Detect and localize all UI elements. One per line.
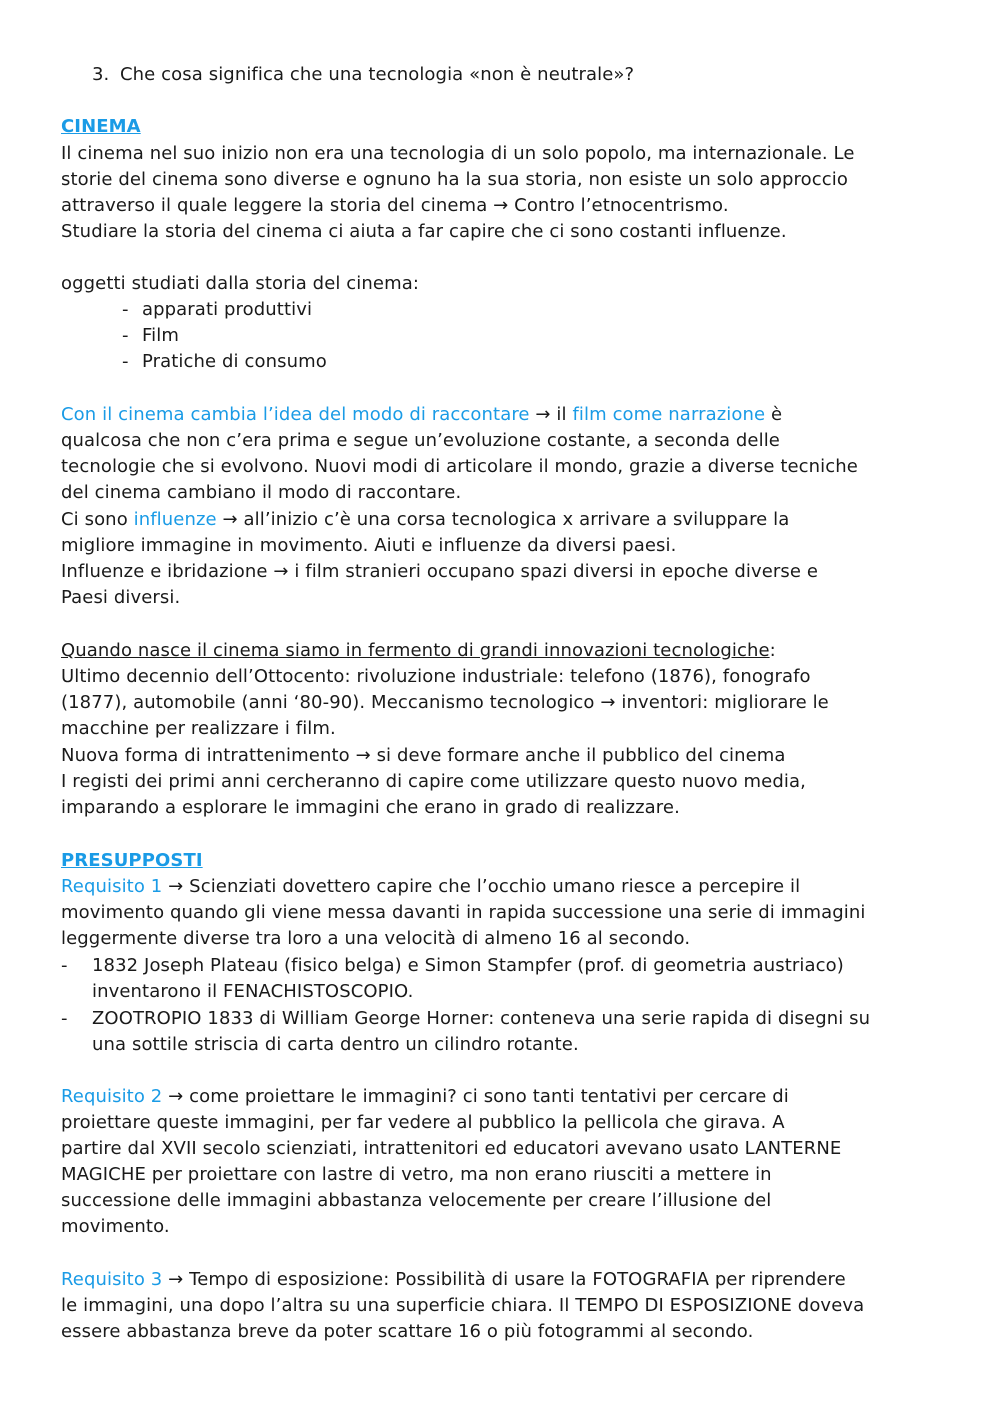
paragraph-line: macchine per realizzare i film.	[61, 718, 336, 739]
paragraph-line: MAGICHE per proiettare con lastre di vetro, ma non erano riusciti a mettere in	[61, 1164, 772, 1185]
paragraph-line: Nuova forma di intrattenimento → si deve formare anche il pubblico del cinema	[61, 745, 786, 766]
requisito-label: Requisito 2	[61, 1086, 163, 1107]
paragraph-line: I registi dei primi anni cercheranno di capire come utilizzare questo nuovo media,	[61, 771, 806, 792]
highlight-text: influenze	[133, 509, 217, 530]
paragraph-line: (1877), automobile (anni ‘80-90). Meccanismo tecnologico → inventori: migliorare le	[61, 692, 829, 713]
paragraph-line: Requisito 1 → Scienziati dovettero capire che l’occhio umano riesce a percepire il	[61, 876, 801, 897]
presupposti-heading: PRESUPPOSTI	[61, 850, 203, 871]
paragraph-line: movimento.	[61, 1216, 170, 1237]
list-item: inventarono il FENACHISTOSCOPIO.	[92, 981, 414, 1002]
paragraph-line: Requisito 2 → come proiettare le immagini? ci sono tanti tentativi per cercare di	[61, 1086, 789, 1107]
list-dash: -	[61, 1008, 68, 1029]
list-item: ZOOTROPIO 1833 di William George Horner: conteneva una serie rapida di disegni su	[92, 1008, 871, 1029]
list-dash: -	[122, 351, 129, 372]
list-item: una sottile striscia di carta dentro un cilindro rotante.	[92, 1034, 579, 1055]
paragraph-line: Influenze e ibridazione → i film stranieri occupano spazi diversi in epoche diverse e	[61, 561, 819, 582]
paragraph-line: partire dal XVII secolo scienziati, intrattenitori ed educatori avevano usato LANTERNE	[61, 1138, 842, 1159]
list-item: Pratiche di consumo	[142, 351, 327, 372]
requisito-label: Requisito 1	[61, 876, 163, 897]
requisito-label: Requisito 3	[61, 1269, 163, 1290]
paragraph-line: Ultimo decennio dell’Ottocento: rivoluzione industriale: telefono (1876), fonografo	[61, 666, 811, 687]
highlight-text: film come narrazione	[572, 404, 766, 425]
paragraph-line: Il cinema nel suo inizio non era una tecnologia di un solo popolo, ma internazionale. Le	[61, 143, 855, 164]
list-item: apparati produttivi	[142, 299, 313, 320]
paragraph-line: Ci sono influenze → all’inizio c’è una corsa tecnologica x arrivare a sviluppare la	[61, 509, 790, 530]
paragraph-line: essere abbastanza breve da poter scattare 16 o più fotogrammi al secondo.	[61, 1321, 754, 1342]
list-dash: -	[122, 325, 129, 346]
paragraph-line: proiettare queste immagini, per far vedere al pubblico la pellicola che girava. A	[61, 1112, 785, 1133]
paragraph-line: successione delle immagini abbastanza velocemente per creare l’illusione del	[61, 1190, 772, 1211]
list-dash: -	[122, 299, 129, 320]
paragraph-line: Quando nasce il cinema siamo in fermento di grandi innovazioni tecnologiche:	[61, 640, 776, 661]
paragraph-line: Con il cinema cambia l’idea del modo di raccontare → il film come narrazione è	[61, 404, 783, 425]
paragraph-line: le immagini, una dopo l’altra su una superficie chiara. Il TEMPO DI ESPOSIZIONE doveva	[61, 1295, 865, 1316]
list-item: Film	[142, 325, 179, 346]
underlined-text: Quando nasce il cinema siamo in fermento di grandi innovazioni tecnologiche	[61, 640, 770, 661]
list-number: 3.	[92, 64, 110, 85]
list-item: 1832 Joseph Plateau (fisico belga) e Simon Stampfer (prof. di geometria austriaco)	[92, 955, 844, 976]
paragraph-line: storie del cinema sono diverse e ognuno ha la sua storia, non esiste un solo approccio	[61, 169, 848, 190]
paragraph-line: del cinema cambiano il modo di raccontare.	[61, 482, 462, 503]
paragraph-line: Studiare la storia del cinema ci aiuta a far capire che ci sono costanti influenze.	[61, 221, 787, 242]
highlight-text: Con il cinema cambia l’idea del modo di raccontare	[61, 404, 530, 425]
paragraph-line: movimento quando gli viene messa davanti in rapida successione una serie di immagini	[61, 902, 866, 923]
paragraph-line: qualcosa che non c’era prima e segue un’evoluzione costante, a seconda delle	[61, 430, 780, 451]
objects-intro: oggetti studiati dalla storia del cinema:	[61, 273, 419, 294]
paragraph-line: leggermente diverse tra loro a una velocità di almeno 16 al secondo.	[61, 928, 691, 949]
paragraph-line: migliore immagine in movimento. Aiuti e influenze da diversi paesi.	[61, 535, 677, 556]
paragraph-line: imparando a esplorare le immagini che erano in grado di realizzare.	[61, 797, 680, 818]
paragraph-line: Requisito 3 → Tempo di esposizione: Possibilità di usare la FOTOGRAFIA per riprendere	[61, 1269, 846, 1290]
list-dash: -	[61, 955, 68, 976]
paragraph-line: tecnologie che si evolvono. Nuovi modi di articolare il mondo, grazie a diverse tecniche	[61, 456, 858, 477]
paragraph-line: attraverso il quale leggere la storia del cinema → Contro l’etnocentrismo.	[61, 195, 729, 216]
paragraph-line: Paesi diversi.	[61, 587, 181, 608]
intro-question: Che cosa significa che una tecnologia «non è neutrale»?	[120, 64, 635, 85]
cinema-heading: CINEMA	[61, 116, 141, 137]
